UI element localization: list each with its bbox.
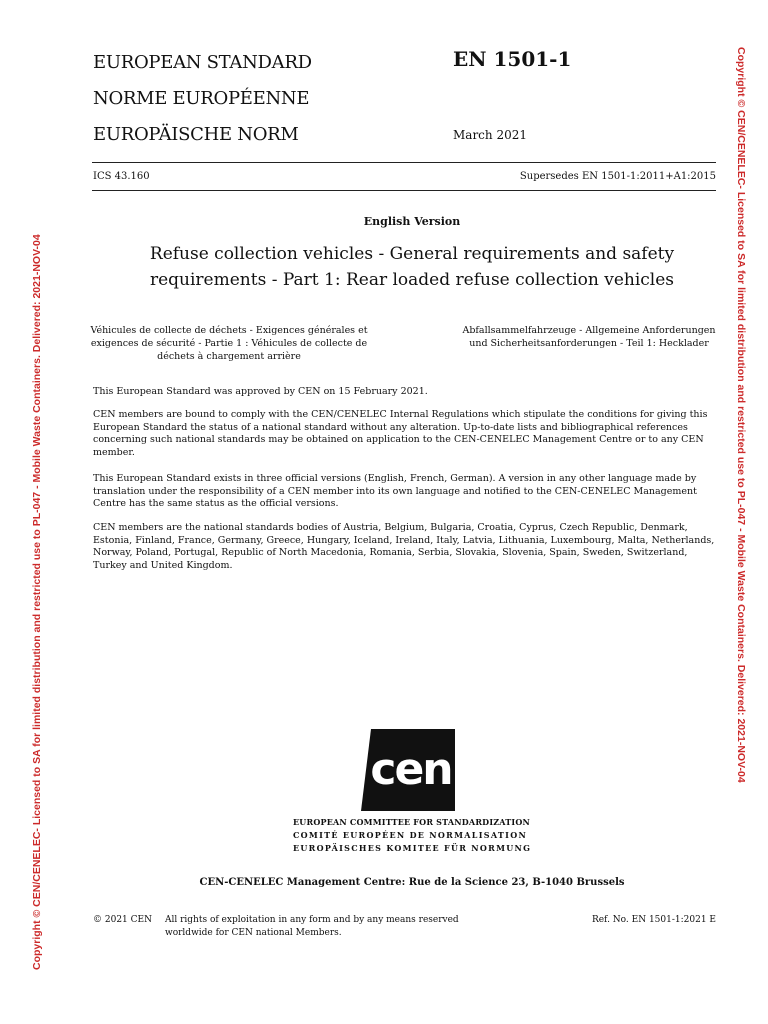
cen-logo-icon [361,729,455,811]
german-title: Abfallsammelfahrzeuge - Allgemeine Anforderungen und Sicherheitsanforderungen - Teil 1: Hecklader [462,325,716,349]
organization-name-fr: COMITÉ EUROPÉEN DE NORMALISATION [293,830,528,840]
standard-title-en: EUROPEAN STANDARD [93,52,312,73]
document-title: Refuse collection vehicles - General requirements and safety requirements - Part 1: Rear loaded refuse collection vehicles [149,244,675,290]
rights-line-2: worldwide for CEN national Members. [165,927,342,938]
watermark-right: Copyright © CEN/CENELEC- Licensed to SA for limited distribution and restricted use to PL-047 - Mobile Waste Containers. Delivered: 2021-NOV-04 [735,47,747,783]
header-divider-bottom [92,190,716,191]
approval-paragraph: This European Standard was approved by CEN on 15 February 2021. [93,386,428,397]
ics-code: ICS 43.160 [93,171,150,182]
rights-line-1: All rights of exploitation in any form and by any means reserved [165,915,459,925]
reference-number: Ref. No. EN 1501-1:2021 E [591,915,716,925]
french-title: Véhicules de collecte de déchets - Exigences générales et exigences de sécurité - Partie 1 : Véhicules de collecte de déchets à chargement arrière [90,325,368,362]
standard-number: EN 1501-1 [453,47,572,71]
versions-paragraph: This European Standard exists in three official versions (English, French, German). A version in any other language made by translation under the responsibility of a CEN member into its own language and notified to the CEN-CENELEC Management Centre has the same status as the official versions. [93,473,697,509]
header-divider-top [92,162,716,163]
management-centre-address: CEN-CENELEC Management Centre: Rue de la Science 23, B-1040 Brussels [199,877,625,888]
rights-notice [165,914,459,939]
standard-title-fr: NORME EUROPÉENNE [93,88,310,109]
version-label: English Version [363,215,461,228]
organization-name-en: EUROPEAN COMMITTEE FOR STANDARDIZATION [293,817,531,827]
publication-date: March 2021 [453,128,527,142]
members-paragraph: CEN members are the national standards bodies of Austria, Belgium, Bulgaria, Croatia, Cyprus, Czech Republic, Denmark, Estonia, Finland, France, Germany, Greece, Hungary, Iceland, Ireland, Italy, Latvia, Lithuania, Luxembourg, Malta, Netherlands, Norway, Poland, Portugal, Republic of North Macedonia, Romania, Serbia, Slovakia, Slovenia, Spain, Sweden, Switzerland, Turkey and United Kingdom. [93,522,715,571]
compliance-paragraph: CEN members are bound to comply with the CEN/CENELEC Internal Regulations which stipulate the conditions for giving this European Standard the status of a national standard without any alteration. Up-to-date lists and bibliographical references concerning such national standards may be obtained on application to the CEN-CENELEC Management Centre or to any CEN member. [93,409,708,458]
watermark-left: Copyright © CEN/CENELEC- Licensed to SA for limited distribution and restricted use to PL-047 - Mobile Waste Containers. Delivered: 2021-NOV-04 [31,234,43,970]
standard-title-de: EUROPÄISCHE NORM [93,124,299,145]
supersedes-note: Supersedes EN 1501-1:2011+A1:2015 [519,171,716,182]
cen-logo-text: cen [370,744,452,795]
organization-name-de: EUROPÄISCHES KOMITEE FÜR NORMUNG [293,843,532,853]
copyright-notice: © 2021 CEN [93,915,152,925]
